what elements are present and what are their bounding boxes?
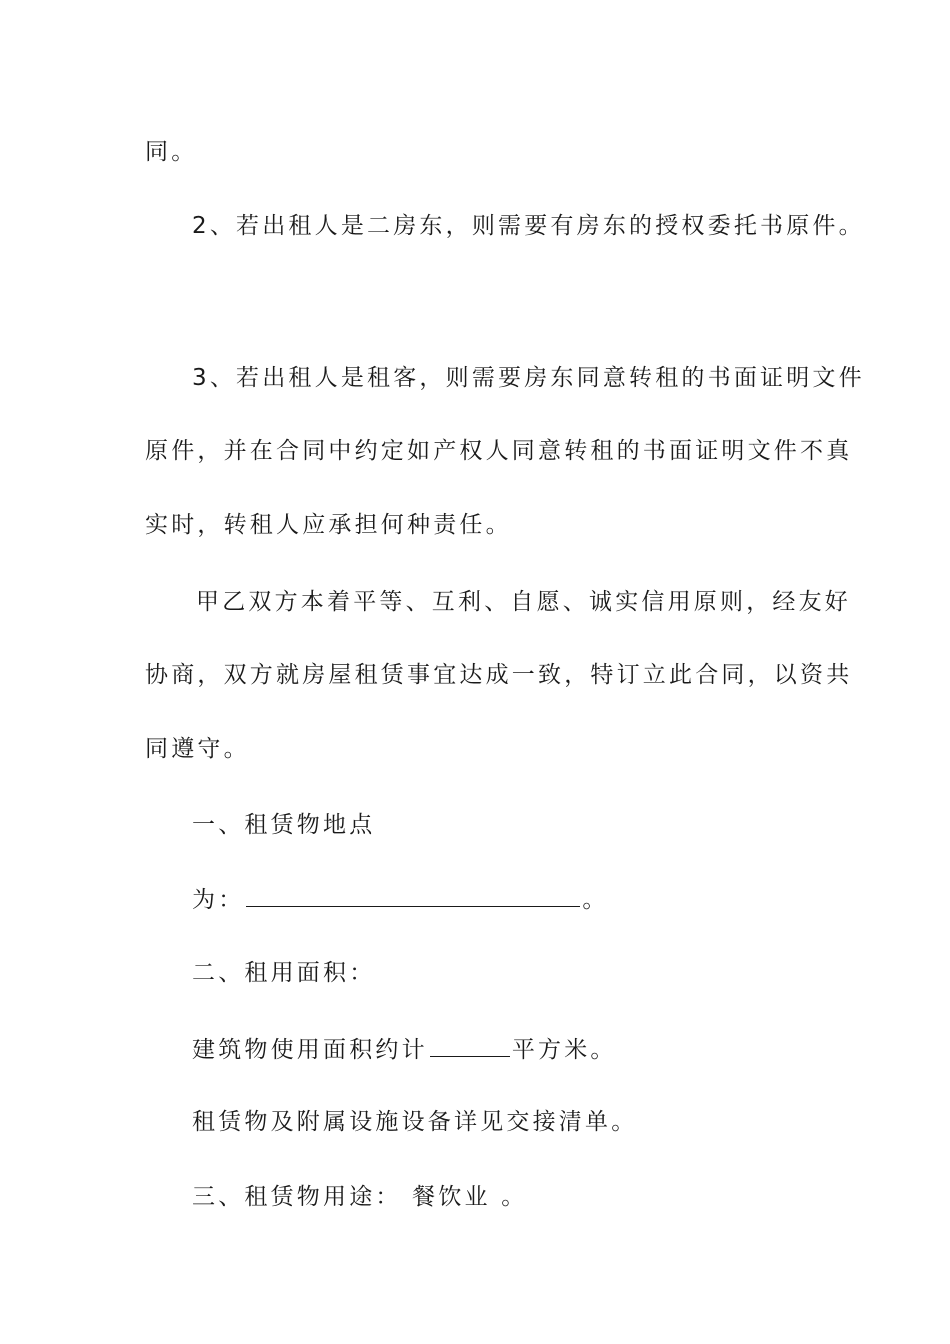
section-2-heading: 二、租用面积： <box>192 960 376 986</box>
location-prefix: 为： <box>192 887 245 913</box>
area-line <box>192 1034 617 1065</box>
intro-line-3: 同遵守。 <box>145 736 250 762</box>
area-blank-field[interactable] <box>430 1034 510 1057</box>
location-line <box>192 884 609 915</box>
section-3-heading: 三、租赁物用途： <box>192 1184 402 1210</box>
section-3-line <box>192 1182 527 1212</box>
area-suffix: 平方米。 <box>511 1037 617 1063</box>
intro-line-2: 协商，双方就房屋租赁事宜达成一致，特订立此合同，以资共 <box>145 662 853 688</box>
location-suffix: 。 <box>582 887 609 913</box>
section-1-heading: 一、租赁物地点 <box>192 812 376 838</box>
item-2-text: 2、若出租人是二房东，则需要有房东的授权委托书原件。 <box>192 213 865 239</box>
location-blank-field[interactable] <box>246 884 580 907</box>
carryover-text: 同。 <box>145 139 198 165</box>
item-3-line-2: 原件，并在合同中约定如产权人同意转租的书面证明文件不真 <box>145 438 853 464</box>
item-3-line-1: 3、若出租人是租客，则需要房东同意转租的书面证明文件 <box>192 365 865 391</box>
intro-line-1: 甲乙双方本着平等、互利、自愿、诚实信用原则，经友好 <box>196 589 851 615</box>
usage-suffix: 。 <box>501 1184 528 1210</box>
area-prefix: 建筑物使用面积约计 <box>192 1037 428 1063</box>
facilities-note: 租赁物及附属设施设备详见交接清单。 <box>192 1109 638 1135</box>
item-3-line-3: 实时，转租人应承担何种责任。 <box>145 512 512 538</box>
usage-value: 餐饮业 <box>412 1184 491 1210</box>
